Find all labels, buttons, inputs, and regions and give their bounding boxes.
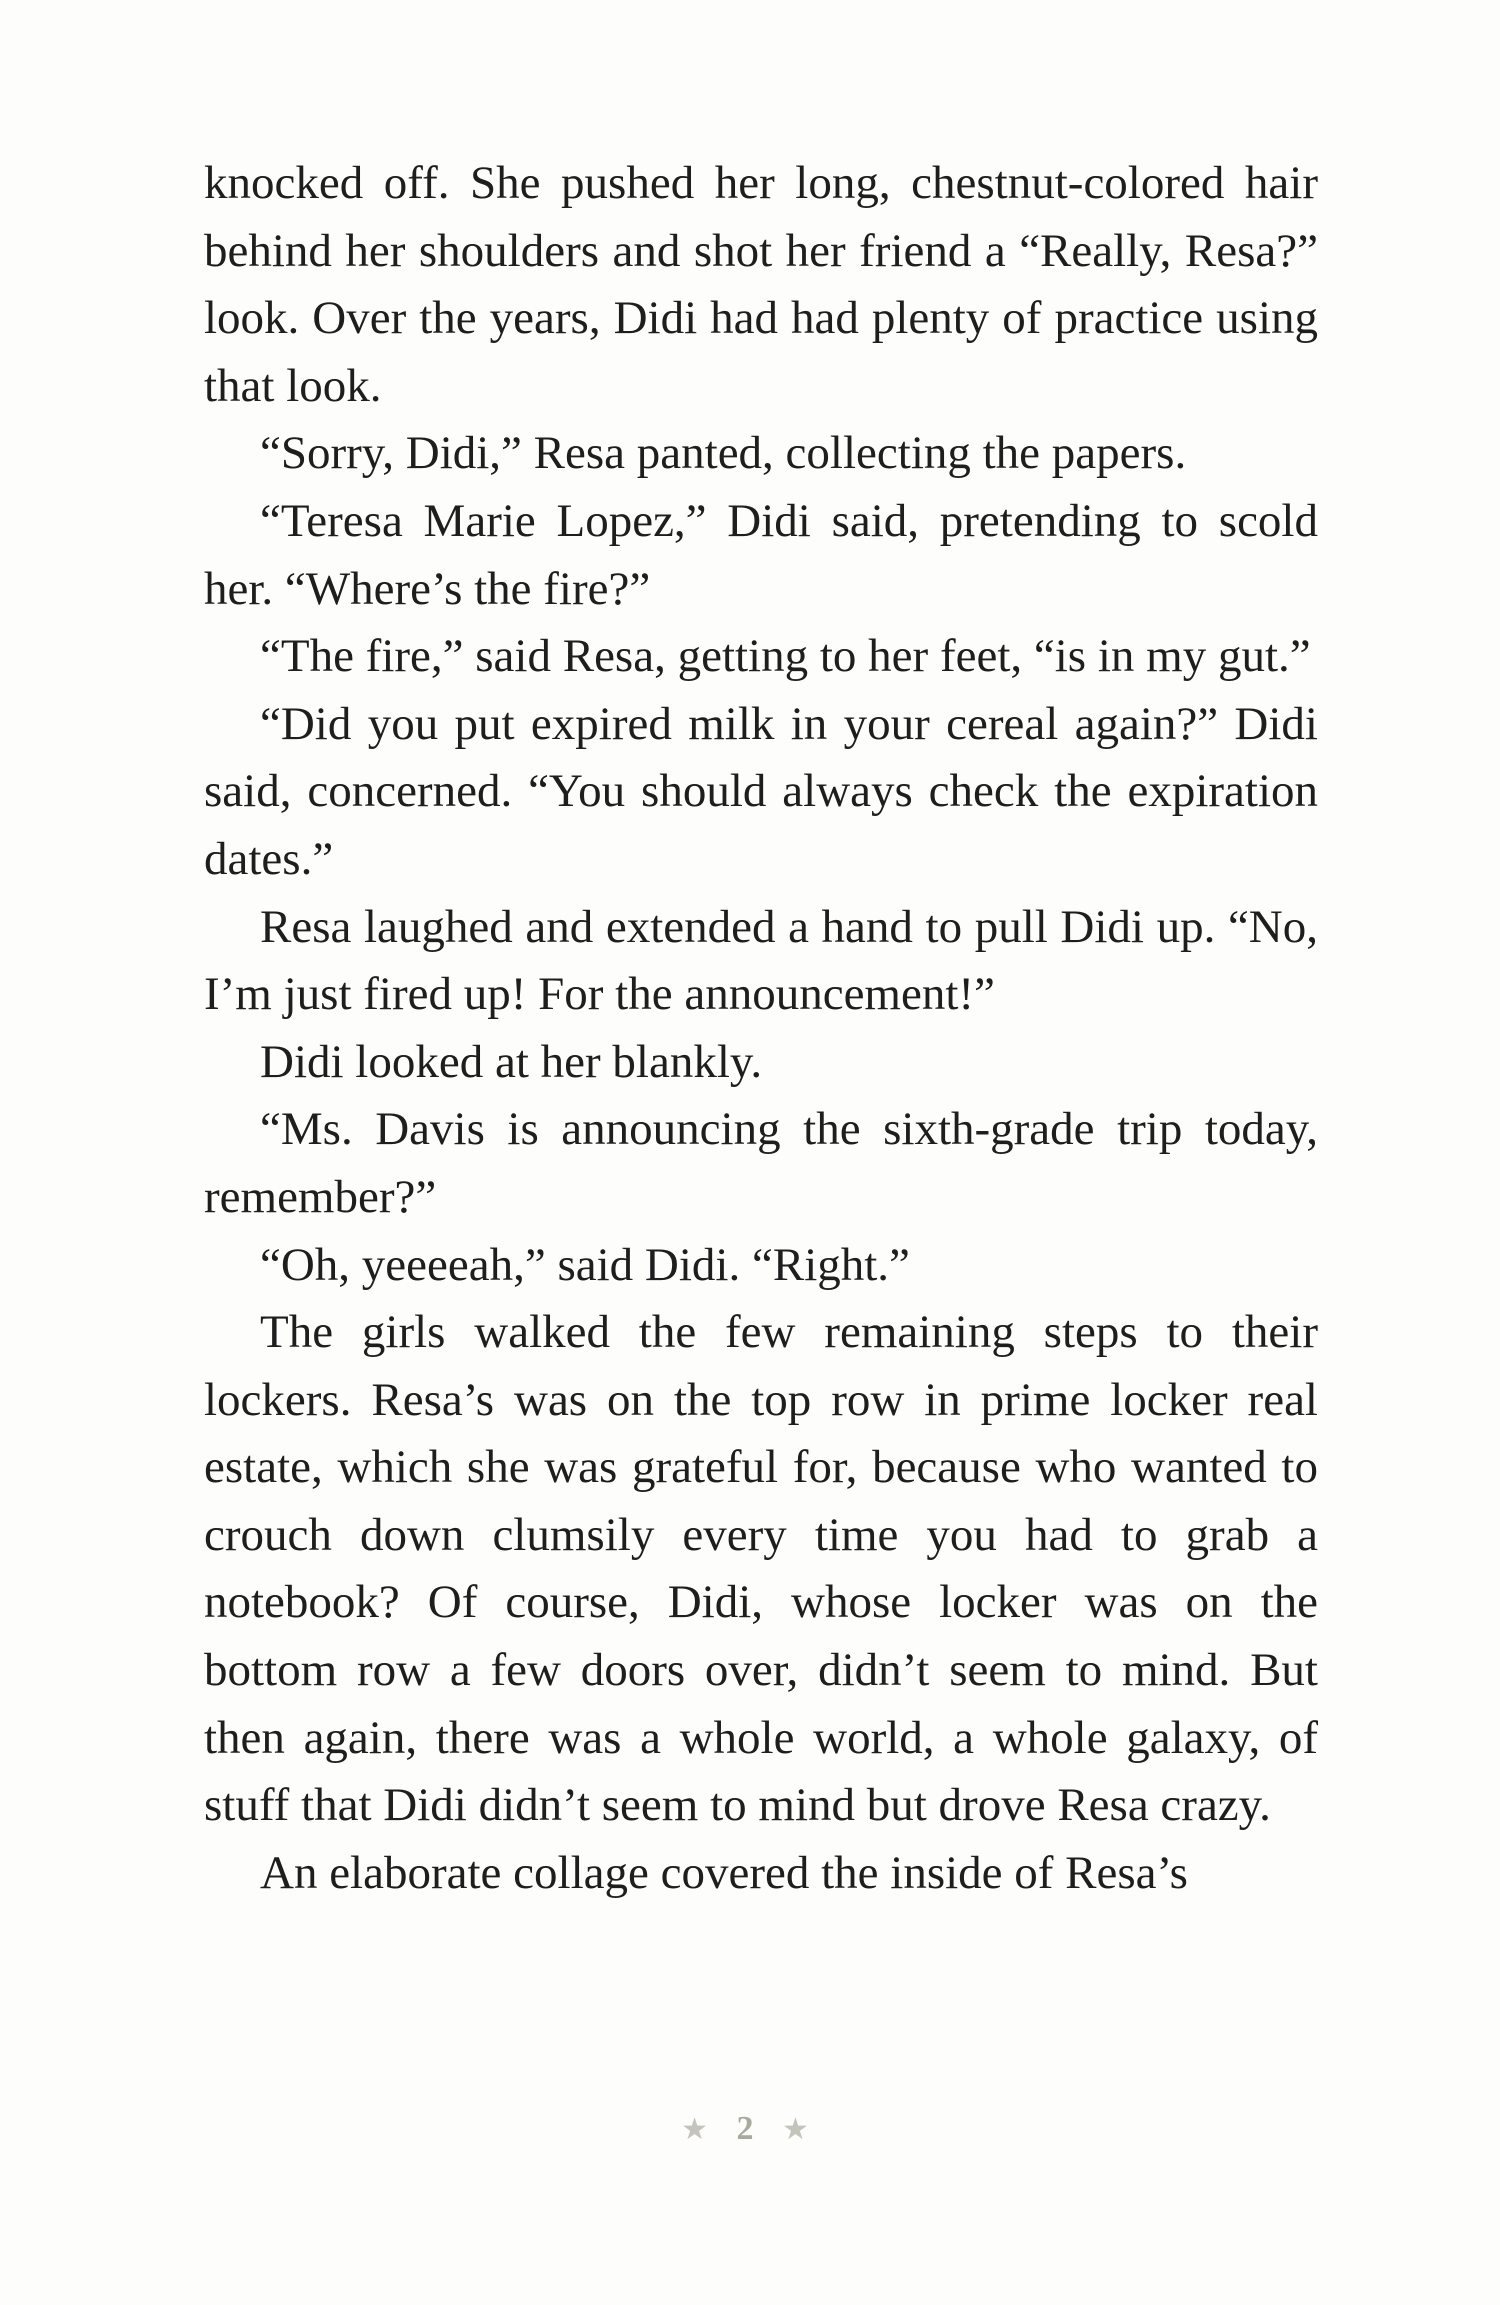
paragraph-1: knocked off. She pushed her long, chestnut-colored hair behind her shoulders and shot her friend a “Really, Resa?” look. Over the years, Didi had had plenty of practice using that look. bbox=[204, 157, 1318, 412]
star-ornament-left-icon: ★ bbox=[681, 2113, 718, 2146]
paragraph-5: “Did you put expired milk in your cereal again?” Didi said, concerned. “You should always check the expiration dates.” bbox=[204, 697, 1318, 885]
page-folio bbox=[0, 2110, 1500, 2148]
paragraph-7: Didi looked at her blankly. bbox=[260, 1035, 763, 1088]
paragraph-8: “Ms. Davis is announcing the sixth-grade trip today, remember?” bbox=[204, 1103, 1318, 1223]
star-ornament-right-icon: ★ bbox=[782, 2113, 819, 2146]
paragraph-4: “The fire,” said Resa, getting to her feet, “is in my gut.” bbox=[260, 630, 1311, 683]
paragraph-11: An elaborate collage covered the inside of Resa’s bbox=[260, 1846, 1188, 1899]
page-number: 2 bbox=[736, 2110, 764, 2147]
paragraph-10: The girls walked the few remaining steps to their lockers. Resa’s was on the top row in prime locker real estate, which she was grateful for, because who wanted to crouch down clumsily every time you had to grab a notebook? Of course, Didi, whose locker was on the bottom row a few doors over, didn’t seem to mind. But then again, there was a whole world, a whole galaxy, of stuff that Didi didn’t seem to mind but drove Resa crazy. bbox=[204, 1306, 1318, 1832]
paragraph-6: Resa laughed and extended a hand to pull Didi up. “No, I’m just fired up! For the announcement!” bbox=[204, 900, 1318, 1021]
paragraph-9: “Oh, yeeeeah,” said Didi. “Right.” bbox=[260, 1238, 910, 1291]
paragraph-2: “Sorry, Didi,” Resa panted, collecting the papers. bbox=[260, 427, 1187, 480]
paragraph-3: “Teresa Marie Lopez,” Didi said, pretending to scold her. “Where’s the fire?” bbox=[204, 494, 1318, 615]
body-text bbox=[204, 150, 1318, 1907]
